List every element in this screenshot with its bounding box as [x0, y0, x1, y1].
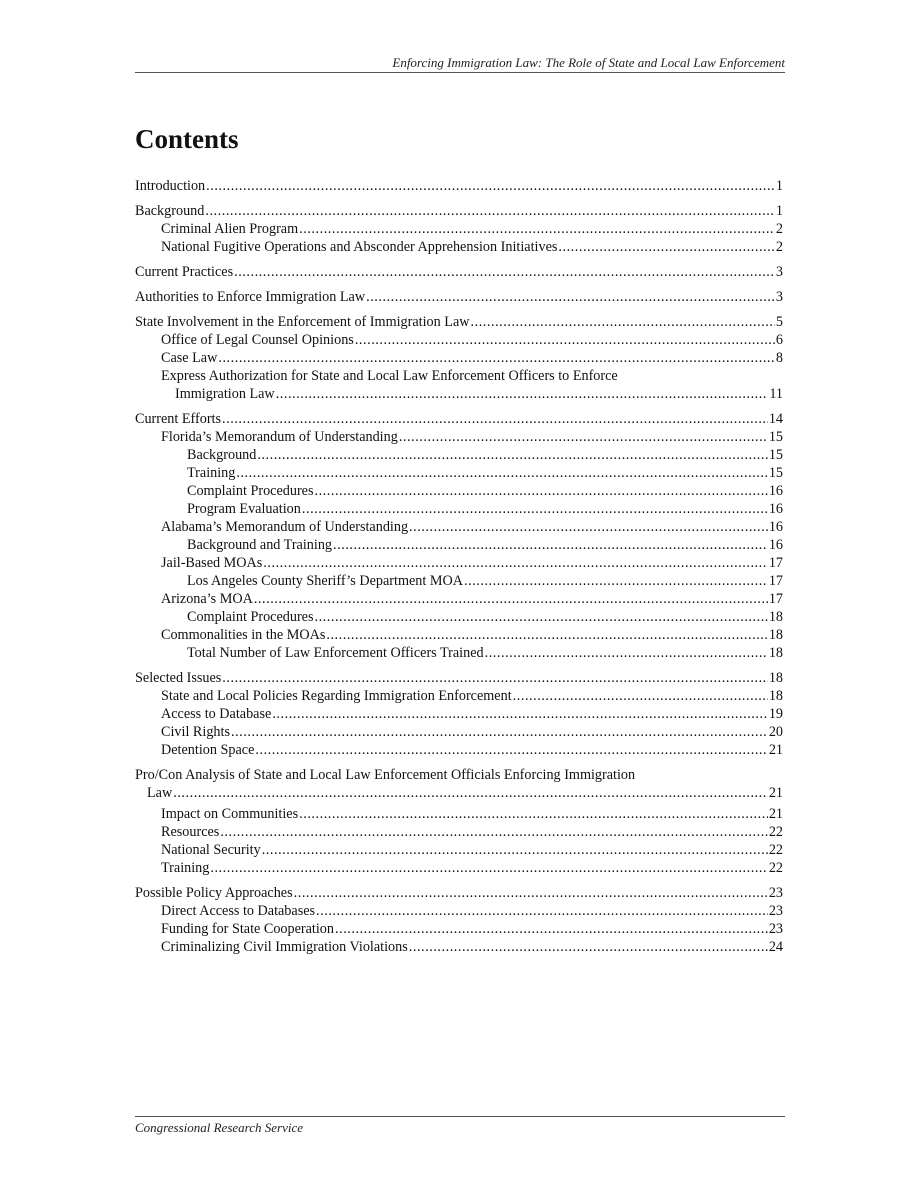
toc-leader [236, 464, 767, 482]
toc-leader [366, 288, 775, 306]
toc-entry-express-authorization[interactable] [135, 367, 783, 403]
toc-leader [314, 608, 767, 626]
toc-entry-florida-training[interactable] [135, 464, 783, 482]
toc-page: 23 [768, 903, 783, 919]
toc-entry-alabama-background[interactable] [135, 536, 783, 554]
toc-label: Complaint Procedures [187, 483, 314, 499]
toc-page: 21 [768, 806, 783, 822]
running-footer: Congressional Research Service [135, 1120, 303, 1135]
toc-page: 15 [768, 465, 783, 481]
toc-leader [302, 500, 768, 518]
toc-leader [513, 687, 768, 705]
toc-page: 18 [768, 645, 783, 661]
toc-entry-access-to-database[interactable] [135, 705, 783, 723]
toc-page: 14 [768, 411, 783, 427]
toc-entry-funding[interactable] [135, 920, 783, 938]
toc-label: Direct Access to Databases [161, 903, 316, 919]
toc-page: 20 [768, 724, 783, 740]
toc-label: Background and Training [187, 537, 333, 553]
toc-label: Civil Rights [161, 724, 230, 740]
toc-entry-authorities[interactable] [135, 288, 783, 306]
toc-leader [276, 385, 769, 403]
toc-entry-selected-issues[interactable] [135, 669, 783, 687]
toc-label: Case Law [161, 350, 218, 366]
toc-label: Express Authorization for State and Local Law Enforcement Officers to Enforce [161, 368, 618, 384]
toc-page: 6 [775, 332, 783, 348]
toc-page: 5 [775, 314, 783, 330]
toc-entry-criminalizing[interactable] [135, 938, 783, 956]
toc-leader [205, 202, 775, 220]
toc-leader [299, 220, 775, 238]
toc-entry-jail-based-moas[interactable] [135, 554, 783, 572]
toc-page: 23 [768, 921, 783, 937]
toc-label: Complaint Procedures [187, 609, 314, 625]
toc-entry-civil-rights[interactable] [135, 723, 783, 741]
toc-page: 24 [768, 939, 783, 955]
toc-entry-olc-opinions[interactable] [135, 331, 783, 349]
toc-leader [254, 590, 768, 608]
toc-page: 15 [768, 447, 783, 463]
toc-label: Program Evaluation [187, 501, 301, 517]
toc-leader [333, 536, 768, 554]
toc-entry-state-local-policies[interactable] [135, 687, 783, 705]
toc-entry-introduction[interactable] [135, 177, 783, 195]
toc-page: 16 [768, 483, 783, 499]
toc-leader [316, 902, 768, 920]
toc-label: National Fugitive Operations and Absconder Apprehension Initiatives [161, 239, 558, 255]
toc-page: 16 [768, 501, 783, 517]
toc-entry-arizona-complaint[interactable] [135, 608, 783, 626]
toc-page: 8 [775, 350, 783, 366]
toc-leader [173, 784, 768, 802]
toc-leader [326, 626, 767, 644]
toc-leader [294, 884, 768, 902]
toc-entry-impact-on-communities[interactable] [135, 805, 783, 823]
toc-page: 1 [775, 203, 783, 219]
toc-page: 22 [768, 842, 783, 858]
toc-page: 21 [768, 742, 783, 758]
toc-leader [234, 263, 775, 281]
toc-entry-resources[interactable] [135, 823, 783, 841]
toc-page: 15 [768, 429, 783, 445]
toc-leader [399, 428, 768, 446]
toc-leader [409, 518, 768, 536]
toc-leader [335, 920, 768, 938]
toc-leader [485, 644, 768, 662]
toc-label: Impact on Communities [161, 806, 299, 822]
toc-entry-policy-approaches[interactable] [135, 884, 783, 902]
toc-label: National Security [161, 842, 261, 858]
toc-entry-florida-evaluation[interactable] [135, 500, 783, 518]
header-rule [135, 72, 785, 73]
toc-entry-criminal-alien-program[interactable] [135, 220, 783, 238]
toc-leader [222, 669, 768, 687]
toc-label: Background [187, 447, 257, 463]
toc-page: 2 [775, 221, 783, 237]
toc-leader [464, 572, 768, 590]
toc-entry-background[interactable] [135, 202, 783, 220]
toc-page: 19 [768, 706, 783, 722]
toc-leader [220, 823, 768, 841]
toc-entry-direct-access[interactable] [135, 902, 783, 920]
toc-entry-pro-con-analysis[interactable] [135, 766, 783, 802]
table-of-contents [135, 177, 783, 956]
toc-page: 1 [775, 178, 783, 194]
toc-label: Current Efforts [135, 411, 222, 427]
toc-page: 17 [768, 591, 783, 607]
toc-page: 2 [775, 239, 783, 255]
toc-entry-alabama-mou[interactable] [135, 518, 783, 536]
toc-page: 17 [768, 573, 783, 589]
toc-leader [210, 859, 767, 877]
toc-page: 11 [769, 386, 783, 402]
toc-leader [263, 554, 768, 572]
toc-label: Selected Issues [135, 670, 222, 686]
toc-label: Funding for State Cooperation [161, 921, 334, 937]
toc-label: Possible Policy Approaches [135, 885, 293, 901]
toc-label: Introduction [135, 178, 206, 194]
toc-leader [272, 705, 768, 723]
toc-page: 23 [768, 885, 783, 901]
toc-label: Criminalizing Civil Immigration Violations [161, 939, 408, 955]
toc-label: Jail-Based MOAs [161, 555, 263, 571]
toc-label: Criminal Alien Program [161, 221, 299, 237]
toc-leader [355, 331, 775, 349]
toc-entry-florida-complaint[interactable] [135, 482, 783, 500]
toc-page: 3 [775, 289, 783, 305]
toc-entry-detention-space[interactable] [135, 741, 783, 759]
toc-page: 16 [768, 519, 783, 535]
toc-entry-arizona-moa[interactable] [135, 590, 783, 608]
toc-label: Arizona’s MOA [161, 591, 253, 607]
toc-label: Background [135, 203, 205, 219]
toc-leader [262, 841, 768, 859]
toc-leader [222, 410, 768, 428]
toc-page: 18 [768, 609, 783, 625]
toc-entry-state-involvement[interactable] [135, 313, 783, 331]
toc-page: 18 [768, 670, 783, 686]
toc-entry-florida-background[interactable] [135, 446, 783, 464]
toc-label: Detention Space [161, 742, 255, 758]
toc-entry-national-fugitive-operations[interactable] [135, 238, 783, 256]
toc-entry-national-security[interactable] [135, 841, 783, 859]
toc-entry-florida-mou[interactable] [135, 428, 783, 446]
toc-label: Alabama’s Memorandum of Understanding [161, 519, 409, 535]
toc-entry-officers-trained[interactable] [135, 644, 783, 662]
toc-leader [314, 482, 767, 500]
toc-entry-training[interactable] [135, 859, 783, 877]
toc-entry-case-law[interactable] [135, 349, 783, 367]
toc-label: Commonalities in the MOAs [161, 627, 326, 643]
toc-page: 22 [768, 860, 783, 876]
toc-page: 22 [768, 824, 783, 840]
page-title: Contents [135, 124, 239, 154]
toc-page: 18 [768, 688, 783, 704]
running-header: Enforcing Immigration Law: The Role of State and Local Law Enforcement [392, 55, 785, 70]
toc-page: 21 [768, 785, 783, 801]
toc-leader [206, 177, 775, 195]
toc-label: Current Practices [135, 264, 234, 280]
toc-leader [471, 313, 775, 331]
toc-label-continued: Immigration Law [175, 386, 275, 402]
footer-rule [135, 1116, 785, 1117]
toc-label: Resources [161, 824, 220, 840]
toc-leader [257, 446, 767, 464]
toc-page: 17 [768, 555, 783, 571]
toc-label: Office of Legal Counsel Opinions [161, 332, 354, 348]
toc-label: State Involvement in the Enforcement of Immigration Law [135, 314, 470, 330]
toc-label: Training [187, 465, 236, 481]
toc-leader [255, 741, 767, 759]
toc-label: Pro/Con Analysis of State and Local Law Enforcement Officials Enforcing Immigration [135, 767, 636, 783]
toc-label: Florida’s Memorandum of Understanding [161, 429, 398, 445]
toc-leader [299, 805, 768, 823]
toc-label: Access to Database [161, 706, 272, 722]
toc-label: Total Number of Law Enforcement Officers Trained [187, 645, 484, 661]
toc-entry-current-efforts[interactable] [135, 410, 783, 428]
toc-entry-current-practices[interactable] [135, 263, 783, 281]
toc-entry-commonalities[interactable] [135, 626, 783, 644]
toc-page: 3 [775, 264, 783, 280]
toc-leader [409, 938, 768, 956]
toc-label: State and Local Policies Regarding Immigration Enforcement [161, 688, 512, 704]
toc-leader [558, 238, 775, 256]
toc-label-continued: Law [147, 785, 173, 801]
toc-leader [218, 349, 775, 367]
toc-label: Training [161, 860, 210, 876]
toc-entry-la-county-moa[interactable] [135, 572, 783, 590]
toc-label: Authorities to Enforce Immigration Law [135, 289, 366, 305]
toc-page: 16 [768, 537, 783, 553]
toc-leader [231, 723, 768, 741]
toc-label: Los Angeles County Sheriff’s Department MOA [187, 573, 463, 589]
toc-page: 18 [768, 627, 783, 643]
